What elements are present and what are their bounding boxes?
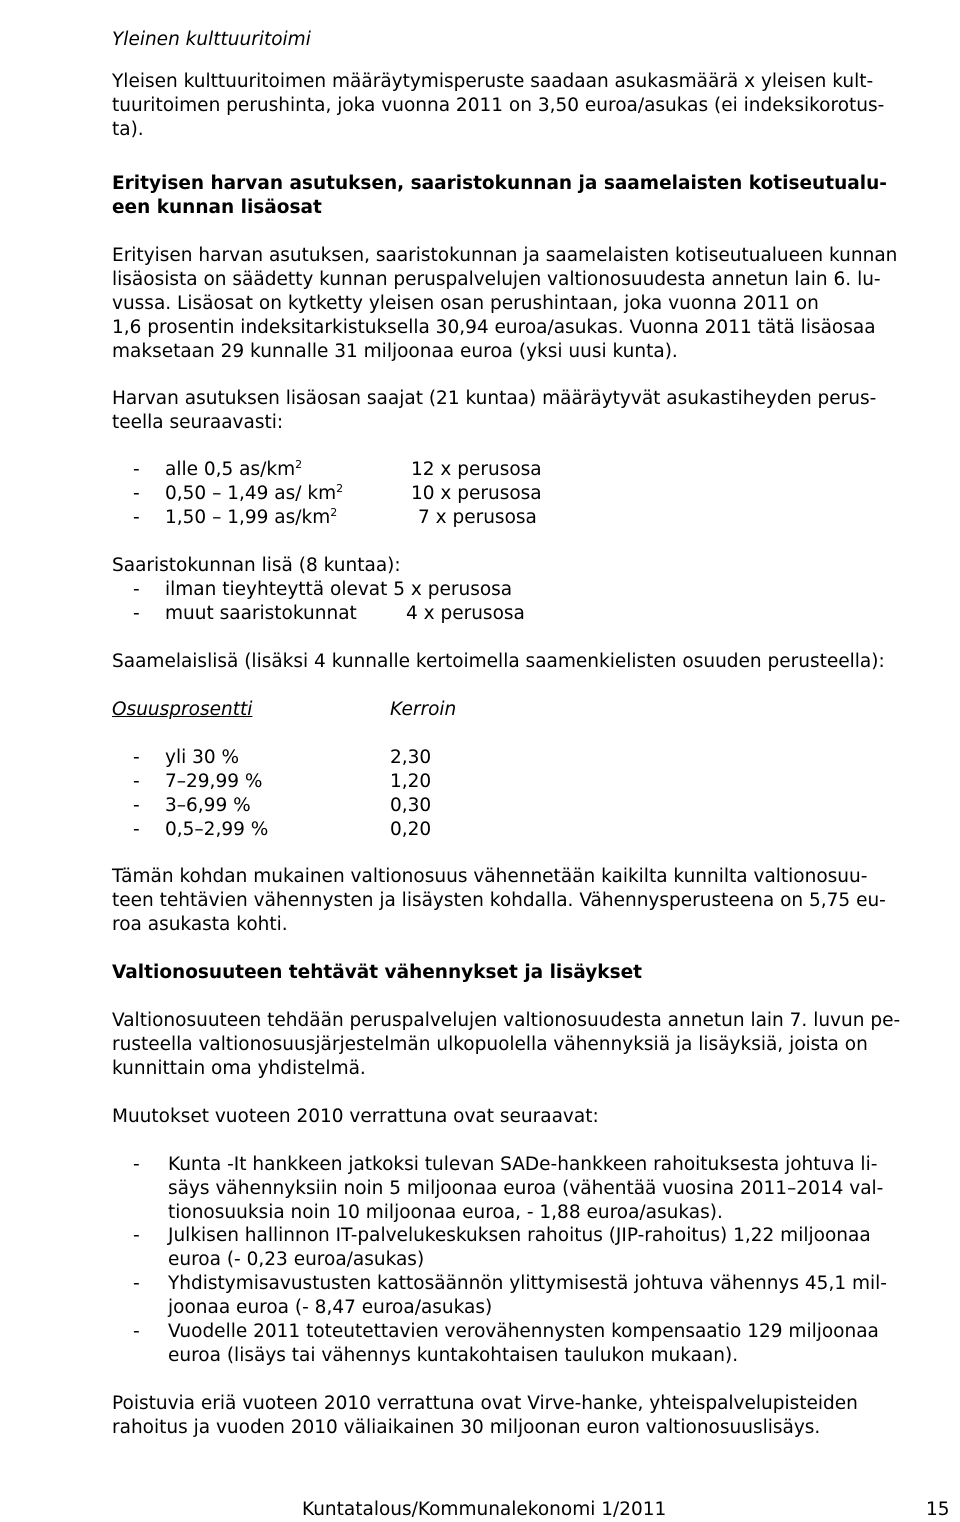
reduction-paragraph [112, 865, 938, 937]
text-line: Tämän kohdan mukainen valtionosuus vähennetään kaikilta kunnilta valtionosuu- [112, 866, 868, 887]
sami-row-range: yli 30 % [165, 747, 240, 768]
text-line: ta). [112, 119, 144, 140]
text-line: Julkisen hallinnon IT-palvelukeskuksen rahoitus (JIP-rahoitus) 1,22 miljoonaa [168, 1225, 871, 1246]
density-dash: - [133, 459, 140, 480]
list-dash: - [133, 1321, 140, 1342]
archipelago-dash: - [133, 579, 140, 600]
text-line: roa asukasta kohti. [112, 914, 288, 935]
text-line: tionosuuksia noin 10 miljoonaa euroa, - 1,88 euroa/asukas). [168, 1202, 723, 1223]
sami-row-dash: - [133, 819, 140, 840]
text-line: Kunta -It hankkeen jatkoksi tulevan SADe-hankkeen rahoituksesta johtuva li- [168, 1154, 878, 1175]
sami-row-range: 0,5–2,99 % [165, 819, 269, 840]
text-line: Yhdistymisavustusten kattosäännön ylittymisestä johtuva vähennys 45,1 mil- [168, 1273, 887, 1294]
changes-intro: Muutokset vuoteen 2010 verrattuna ovat seuraavat: [112, 1106, 599, 1127]
list-dash: - [133, 1154, 140, 1175]
text-line: säys vähennyksiin noin 5 miljoonaa euroa (vähentää vuosina 2011–2014 val- [168, 1178, 884, 1199]
sami-row-range: 7–29,99 % [165, 771, 263, 792]
deductions-paragraph-1 [112, 1009, 938, 1081]
list-dash: - [133, 1273, 140, 1294]
text-line: Poistuvia eriä vuoteen 2010 verrattuna ovat Virve-hanke, yhteispalvelupisteiden [112, 1393, 858, 1414]
deductions-heading: Valtionosuuteen tehtävät vähennykset ja lisäykset [112, 962, 642, 983]
text-line: joonaa euroa (- 8,47 euroa/asukas) [168, 1297, 493, 1318]
density-value: 10 x perusosa [411, 483, 542, 504]
text-line: tuuritoimen perushinta, joka vuonna 2011 on 3,50 euroa/asukas (ei indeksikorotus- [112, 95, 885, 116]
sami-row-dash: - [133, 795, 140, 816]
list-item [168, 1224, 948, 1272]
list-item [168, 1153, 948, 1225]
density-label: 0,50 – 1,49 as/ $km^2$ [165, 481, 344, 504]
text-line: lisäosista on säädetty kunnan peruspalvelujen valtionosuudesta annetun lain 6. lu- [112, 269, 881, 290]
culture-heading: Yleinen kulttuuritoimi [112, 29, 311, 50]
sparse-paragraph-1 [112, 244, 938, 364]
sami-row-coef: 0,20 [390, 819, 432, 840]
sami-col-header-share: Osuusprosentti [112, 699, 253, 720]
text-line: teella seuraavasti: [112, 412, 284, 433]
sami-row-dash: - [133, 747, 140, 768]
sparse-section-heading: Erityisen harvan asutuksen, saaristokunnan ja saamelaisten kotiseutualu- een kunnan lisäosat [112, 173, 887, 218]
density-label: alle 0,5 $as/km^2$ [165, 457, 303, 480]
text-line: euroa (lisäys tai vähennys kuntakohtaisen taulukon mukaan). [168, 1345, 739, 1366]
archipelago-heading: Saaristokunnan lisä (8 kuntaa): [112, 555, 401, 576]
culture-paragraph [112, 70, 938, 142]
text-line: 1,6 prosentin indeksitarkistuksella 30,94 euroa/asukas. Vuonna 2011 tätä lisäosaa [112, 317, 876, 338]
sami-heading: Saamelaislisä (lisäksi 4 kunnalle kertoimella saamenkielisten osuuden perusteella): [112, 651, 885, 672]
footer-publication: Kuntatalous/Kommunalekonomi 1/2011 [302, 1499, 667, 1520]
sami-row-coef: 2,30 [390, 747, 432, 768]
text-line: maksetaan 29 kunnalle 31 miljoonaa euroa (yksi uusi kunta). [112, 341, 678, 362]
text-line: Vuodelle 2011 toteutettavien verovähennysten kompensaatio 129 miljoonaa [168, 1321, 879, 1342]
text-line: Valtionosuuteen tehdään peruspalvelujen valtionosuudesta annetun lain 7. luvun pe- [112, 1010, 901, 1031]
archipelago-dash: - [133, 603, 140, 624]
archipelago-value: 4 x perusosa [406, 603, 525, 624]
list-dash: - [133, 1225, 140, 1246]
archipelago-label: muut saaristokunnat [165, 603, 357, 624]
text-line: Harvan asutuksen lisäosan saajat (21 kuntaa) määräytyvät asukastiheyden perus- [112, 388, 877, 409]
text-line: rusteella valtionosuusjärjestelmän ulkopuolella vähennyksiä ja lisäyksiä, joista on [112, 1034, 868, 1055]
closing-paragraph [112, 1392, 938, 1440]
sami-row-coef: 0,30 [390, 795, 432, 816]
sami-row-dash: - [133, 771, 140, 792]
density-dash: - [133, 483, 140, 504]
list-item [168, 1320, 948, 1368]
sami-row-coef: 1,20 [390, 771, 432, 792]
density-value: 7 x perusosa [418, 507, 537, 528]
text-line: Yleisen kulttuuritoimen määräytymisperuste saadaan asukasmäärä x yleisen kult- [112, 71, 874, 92]
text-line: teen tehtävien vähennysten ja lisäysten kohdalla. Vähennysperusteena on 5,75 eu- [112, 890, 886, 911]
text-line: rahoitus ja vuoden 2010 väliaikainen 30 miljoonan euron valtionosuuslisäys. [112, 1417, 821, 1438]
list-item [168, 1272, 948, 1320]
sami-col-header-coef: Kerroin [390, 699, 457, 720]
text-line: Erityisen harvan asutuksen, saaristokunnan ja saamelaisten kotiseutualueen kunnan [112, 245, 898, 266]
density-label: 1,50 – 1,99 $as/km^2$ [165, 505, 338, 528]
sparse-paragraph-2 [112, 387, 938, 435]
text-line: euroa (- 0,23 euroa/asukas) [168, 1249, 425, 1270]
sami-row-range: 3–6,99 % [165, 795, 251, 816]
text-line: vussa. Lisäosat on kytketty yleisen osan perushintaan, joka vuonna 2011 on [112, 293, 819, 314]
text-line: kunnittain oma yhdistelmä. [112, 1058, 366, 1079]
footer-page-number: 15 [926, 1499, 950, 1520]
density-dash: - [133, 507, 140, 528]
archipelago-label: ilman tieyhteyttä olevat 5 x perusosa [165, 579, 513, 600]
density-value: 12 x perusosa [411, 459, 542, 480]
